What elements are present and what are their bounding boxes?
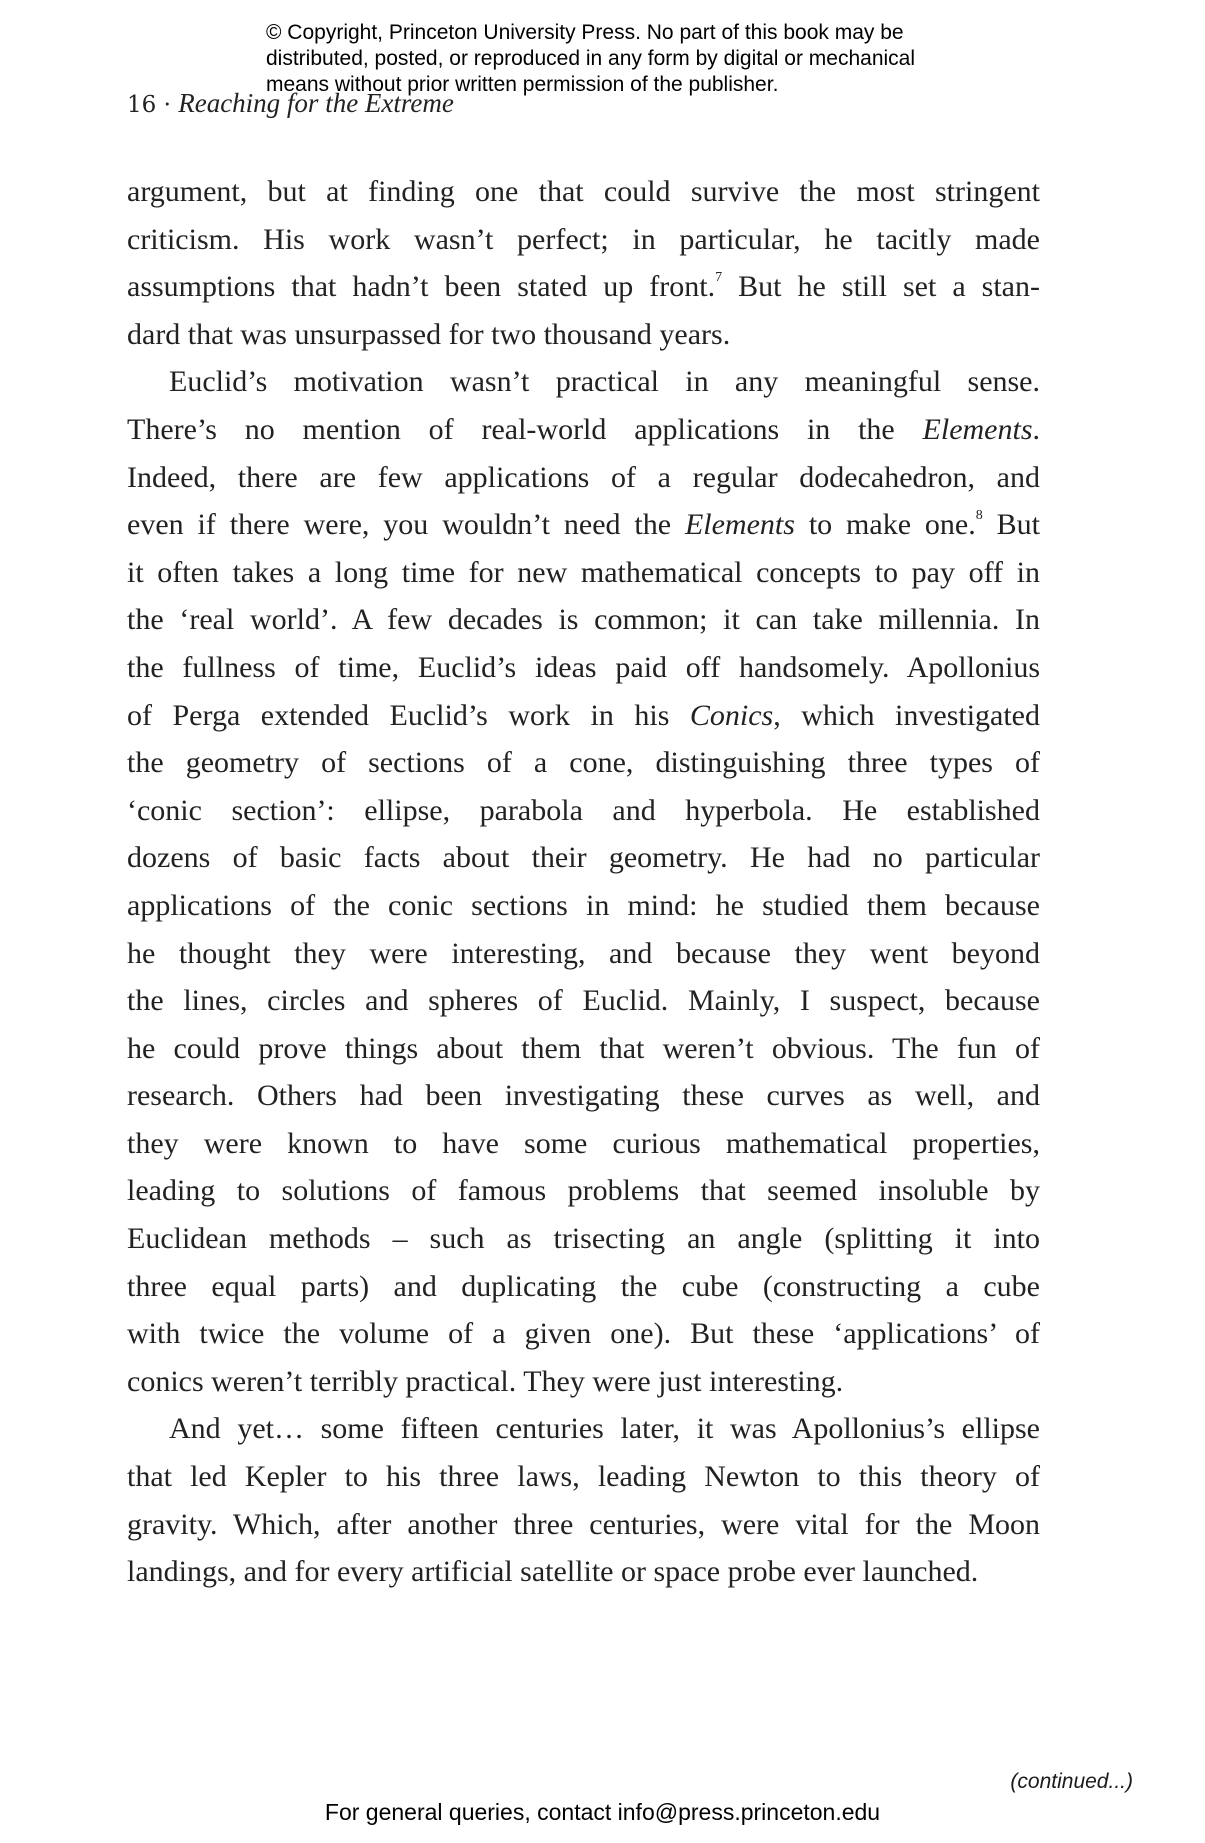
copyright-notice [266, 20, 915, 98]
text-line [127, 882, 1040, 930]
text-segment: applications of the conic sections in mind: he studied them because [127, 888, 1040, 922]
text-segment: But [982, 508, 1040, 542]
text-segment: research. Others had been investigating these curves as well, and [127, 1079, 1040, 1113]
text-segment: ‘conic section’: ellipse, parabola and hyperbola. He established [127, 793, 1040, 827]
running-head [127, 88, 454, 119]
text-segment: But he still set a stan- [722, 270, 1040, 304]
text-line [127, 1405, 1040, 1453]
text-line [127, 216, 1040, 264]
text-line [127, 1215, 1040, 1263]
text-segment: dozens of basic facts about their geometry. He had no particular [127, 841, 1040, 875]
text-line [127, 834, 1040, 882]
text-segment: the fullness of time, Euclid’s ideas paid off handsomely. Apollonius [127, 650, 1040, 684]
text-line [127, 1072, 1040, 1120]
continued-note: (continued...) [1010, 1770, 1133, 1793]
text-segment: the geometry of sections of a cone, distinguishing three types of [127, 746, 1040, 780]
text-line [127, 263, 1040, 311]
text-segment: they were known to have some curious mathematical properties, [127, 1126, 1040, 1160]
text-segment: And yet… some fifteen centuries later, it was Apollonius’s ellipse [169, 1412, 1040, 1446]
text-segment: conics weren’t terribly practical. They were just interesting. [127, 1364, 844, 1398]
page-number: 16 [127, 92, 157, 118]
footnote-marker: 8 [975, 508, 983, 524]
text-segment: the lines, circles and spheres of Euclid. Mainly, I suspect, because [127, 984, 1040, 1018]
copyright-line: © Copyright, Princeton University Press. No part of this book may be [266, 21, 904, 44]
text-line [127, 596, 1040, 644]
text-line [127, 977, 1040, 1025]
text-segment: Euclid’s motivation wasn’t practical in any meaningful sense. [169, 365, 1040, 399]
text-segment: it often takes a long time for new mathematical concepts to pay off in [127, 555, 1040, 589]
text-segment: , which investigated [773, 698, 1040, 732]
text-segment: of Perga extended Euclid’s work in his [127, 698, 690, 732]
text-segment: dard that was unsurpassed for two thousand years. [127, 317, 731, 351]
text-line [127, 358, 1040, 406]
text-segment: leading to solutions of famous problems that seemed insoluble by [127, 1174, 1040, 1208]
text-segment: criticism. His work wasn’t perfect; in particular, he tacitly made [127, 222, 1040, 256]
text-line [127, 454, 1040, 502]
text-segment: with twice the volume of a given one). But these ‘applications’ of [127, 1317, 1040, 1351]
text-line [127, 1501, 1040, 1549]
text-segment: to make one. [794, 508, 976, 542]
text-line [127, 692, 1040, 740]
copyright-line: means without prior written permission of the publisher. [266, 73, 779, 96]
footnote-marker: 7 [715, 270, 723, 286]
text-line [127, 1548, 1040, 1596]
text-segment: argument, but at finding one that could survive the most stringent [127, 175, 1040, 208]
text-line [127, 1263, 1040, 1311]
text-line [127, 168, 1040, 216]
text-segment: gravity. Which, after another three centuries, were vital for the Moon [127, 1507, 1040, 1541]
italic-title: Conics [689, 698, 774, 732]
copyright-line: distributed, posted, or reproduced in any form by digital or mechanical [266, 47, 916, 70]
text-segment: three equal parts) and duplicating the cube (constructing a cube [127, 1269, 1040, 1303]
text-segment: even if there were, you wouldn’t need the [127, 508, 685, 542]
text-line [127, 1358, 1040, 1406]
text-line [127, 1310, 1040, 1358]
text-segment: the ‘real world’. A few decades is common; it can take millennia. In [127, 603, 1040, 637]
separator: · [163, 92, 171, 118]
body-text [127, 168, 1040, 1596]
text-line [127, 1167, 1040, 1215]
text-line [127, 644, 1040, 692]
text-segment: he could prove things about them that weren’t obvious. The fun of [127, 1031, 1040, 1065]
text-segment: . [1032, 412, 1040, 446]
text-segment: There’s no mention of real-world applications in the [127, 412, 923, 446]
italic-title: Elements [922, 412, 1033, 446]
italic-title: Elements [684, 508, 795, 542]
text-line [127, 1025, 1040, 1073]
text-line [127, 930, 1040, 978]
text-segment: that led Kepler to his three laws, leading Newton to this theory of [127, 1460, 1040, 1494]
text-line [127, 1120, 1040, 1168]
text-line [127, 1453, 1040, 1501]
text-segment: Euclidean methods – such as trisecting an angle (splitting it into [127, 1222, 1040, 1256]
text-line [127, 406, 1040, 454]
text-segment: landings, and for every artificial satellite or space probe ever launched. [127, 1555, 979, 1589]
text-line [127, 739, 1040, 787]
text-segment: he thought they were interesting, and because they went beyond [127, 936, 1040, 970]
text-segment: assumptions that hadn’t been stated up front. [127, 270, 716, 304]
text-line [127, 311, 1040, 359]
text-line [127, 501, 1040, 549]
chapter-title: Reaching for the Extreme [178, 88, 454, 118]
text-segment: Indeed, there are few applications of a regular dodecahedron, and [127, 460, 1040, 494]
text-line [127, 549, 1040, 597]
queries-footer: For general queries, contact info@press.princeton.edu [324, 1799, 881, 1825]
text-line [127, 787, 1040, 835]
